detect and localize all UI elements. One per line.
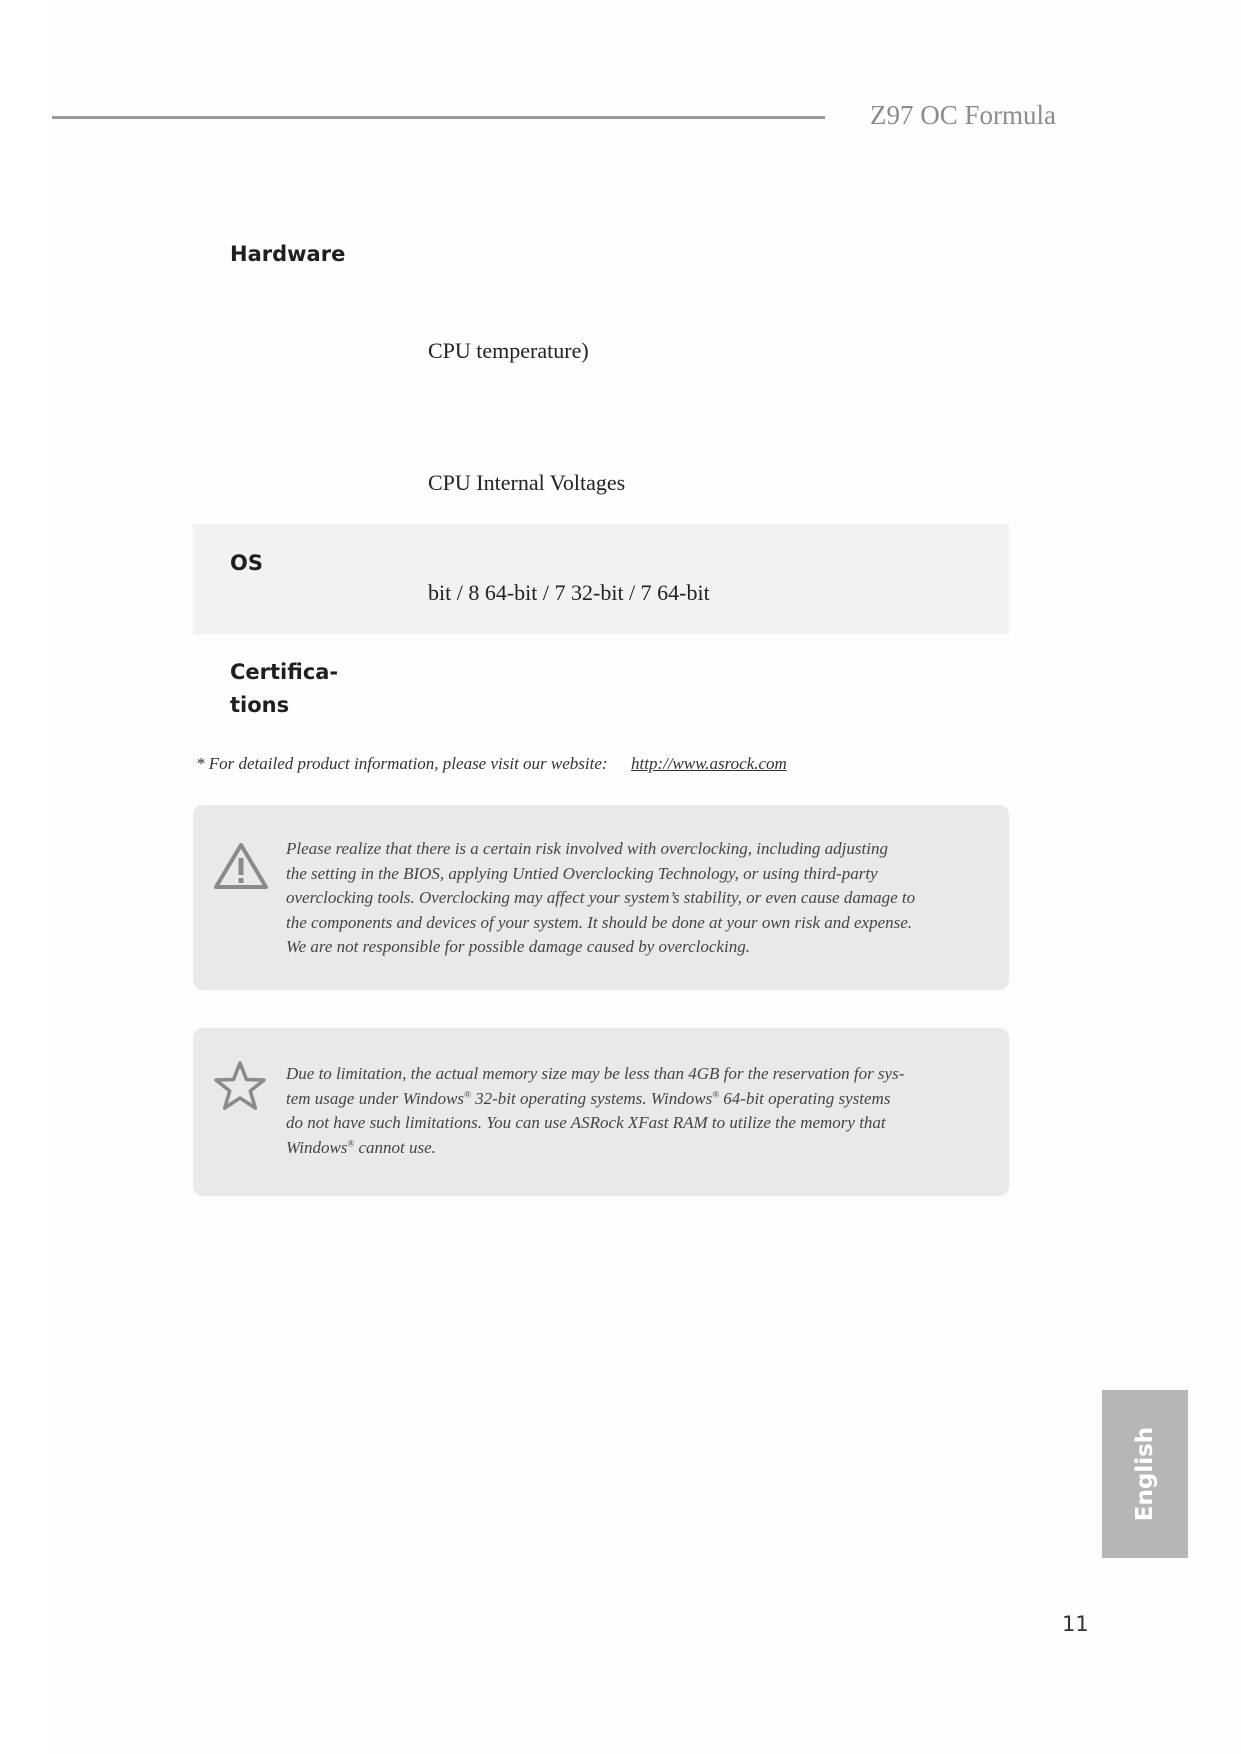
star-icon bbox=[213, 1060, 267, 1117]
spec-label-os: OS bbox=[230, 551, 263, 575]
memory-line-4 bbox=[286, 1136, 936, 1161]
footnote-text: * For detailed product information, please visit our website: bbox=[196, 754, 608, 773]
spec-label-hardware: Hardware bbox=[230, 242, 346, 266]
memory-line-4-part-2: cannot use. bbox=[354, 1137, 436, 1157]
registered-mark: ® bbox=[347, 1137, 355, 1148]
os-row-band bbox=[193, 524, 1009, 634]
memory-notice-box bbox=[193, 1028, 1009, 1196]
spec-label-certifications-line2: tions bbox=[230, 693, 290, 717]
warning-text bbox=[286, 837, 936, 960]
footnote bbox=[196, 754, 787, 774]
page-number: 11 bbox=[1062, 1612, 1089, 1636]
warning-line-2: the setting in the BIOS, applying Untied Overclocking Technology, or using third-party bbox=[286, 863, 878, 883]
warning-triangle-icon bbox=[213, 841, 269, 896]
memory-line-2-part-3: 64-bit operating systems bbox=[719, 1088, 891, 1108]
memory-text bbox=[286, 1062, 936, 1160]
spec-label-certifications bbox=[230, 656, 338, 722]
overclocking-warning-box bbox=[193, 805, 1009, 990]
language-tab-label: English bbox=[1132, 1426, 1158, 1522]
warning-line-3: overclocking tools. Overclocking may affect your system’s stability, or even cause damage to bbox=[286, 888, 916, 907]
spec-value-cpu-temperature: CPU temperature) bbox=[428, 338, 589, 363]
website-link[interactable]: http://www.asrock.com bbox=[631, 754, 787, 773]
language-tab bbox=[1102, 1390, 1188, 1558]
memory-line-3: do not have such limitations. You can use ASRock XFast RAM to utilize the memory that bbox=[286, 1113, 886, 1132]
memory-line-4-part-1: Windows bbox=[286, 1137, 348, 1157]
memory-line-2-part-2: 32-bit operating systems. Windows bbox=[470, 1088, 713, 1108]
memory-line-2-part-1: tem usage under Windows bbox=[286, 1088, 465, 1108]
warning-line-4: the components and devices of your system. It should be done at your own risk and expense. bbox=[286, 912, 913, 932]
spec-value-cpu-internal-voltages: CPU Internal Voltages bbox=[428, 470, 626, 495]
memory-line-1: Due to limitation, the actual memory size may be less than 4GB for the reservation for sys- bbox=[286, 1064, 905, 1083]
header-title: Z97 OC Formula bbox=[870, 100, 1056, 130]
warning-line-5: We are not responsible for possible damage caused by overclocking. bbox=[286, 937, 750, 956]
spec-value-os: bit / 8 64-bit / 7 32-bit / 7 64-bit bbox=[428, 580, 710, 605]
memory-line-2 bbox=[286, 1087, 936, 1112]
registered-mark: ® bbox=[464, 1088, 471, 1099]
header-rule bbox=[52, 116, 825, 119]
registered-mark: ® bbox=[712, 1088, 720, 1099]
spec-label-certifications-line1: Certifica- bbox=[230, 660, 339, 684]
warning-line-1: Please realize that there is a certain risk involved with overclocking, including adjusting bbox=[286, 839, 888, 858]
